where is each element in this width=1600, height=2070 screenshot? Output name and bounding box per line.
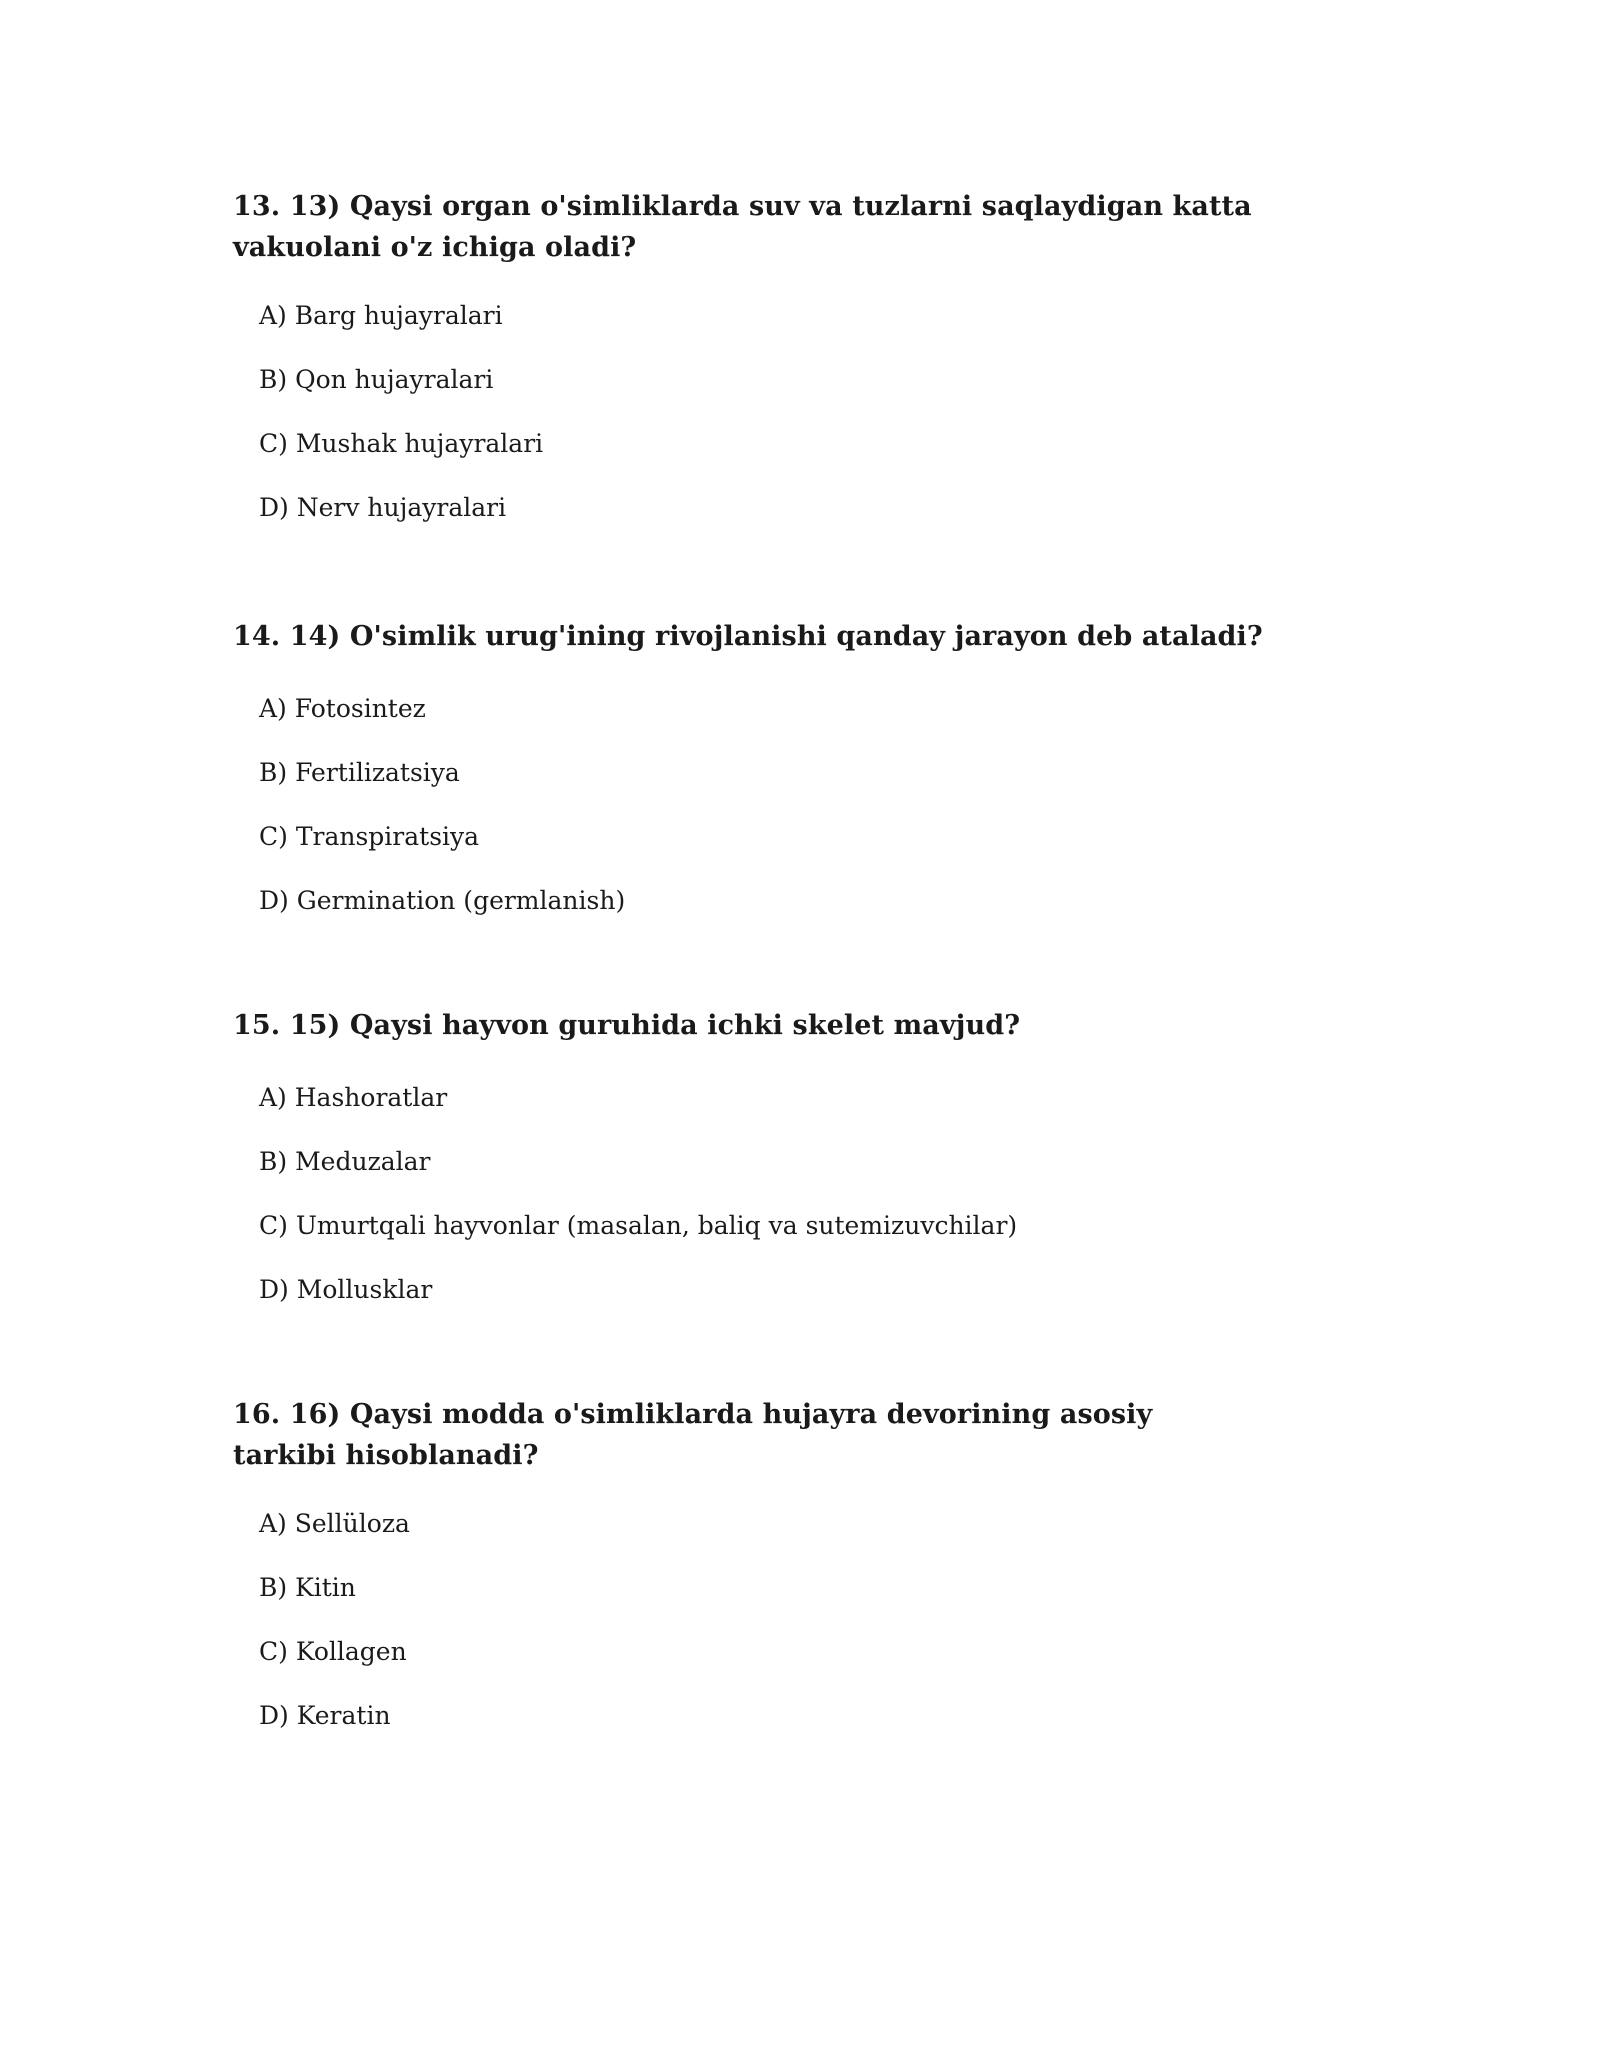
answer-options [233, 1492, 1393, 1748]
answer-options [233, 284, 1393, 540]
question-15 [233, 1005, 1393, 1322]
option-a: A) Hashoratlar [259, 1083, 448, 1112]
question-14 [233, 616, 1393, 933]
option-b: B) Qon hujayralari [259, 365, 494, 394]
question-text: 15. 15) Qaysi hayvon guruhida ichki skelet mavjud? [233, 1010, 1021, 1041]
option-a: A) Fotosintez [259, 694, 426, 723]
option-c: C) Mushak hujayralari [259, 429, 544, 458]
question-16 [233, 1394, 1393, 1748]
option-b: B) Meduzalar [259, 1147, 431, 1176]
option-d: D) Nerv hujayralari [259, 493, 507, 522]
option-d: D) Mollusklar [259, 1275, 433, 1304]
answer-options [233, 677, 1393, 933]
option-b: B) Fertilizatsiya [259, 758, 460, 787]
question-text: 16. 16) Qaysi modda o'simliklarda hujayra devorining asosiy tarkibi hisoblanadi? [233, 1399, 1153, 1471]
option-c: C) Umurtqali hayvonlar (masalan, baliq va sutemizuvchilar) [259, 1211, 1018, 1240]
option-d: D) Germination (germlanish) [259, 886, 626, 915]
question-13 [233, 186, 1393, 540]
question-text: 14. 14) O'simlik urug'ining rivojlanishi qanday jarayon deb ataladi? [233, 621, 1263, 652]
option-a: A) Barg hujayralari [259, 301, 503, 330]
question-text: 13. 13) Qaysi organ o'simliklarda suv va tuzlarni saqlaydigan katta vakuolani o'z ichiga oladi? [233, 191, 1252, 263]
answer-options [233, 1066, 1393, 1322]
option-c: C) Kollagen [259, 1637, 407, 1666]
option-d: D) Keratin [259, 1701, 391, 1730]
option-b: B) Kitin [259, 1573, 356, 1602]
option-a: A) Sellüloza [259, 1509, 410, 1538]
option-c: C) Transpiratsiya [259, 822, 480, 851]
